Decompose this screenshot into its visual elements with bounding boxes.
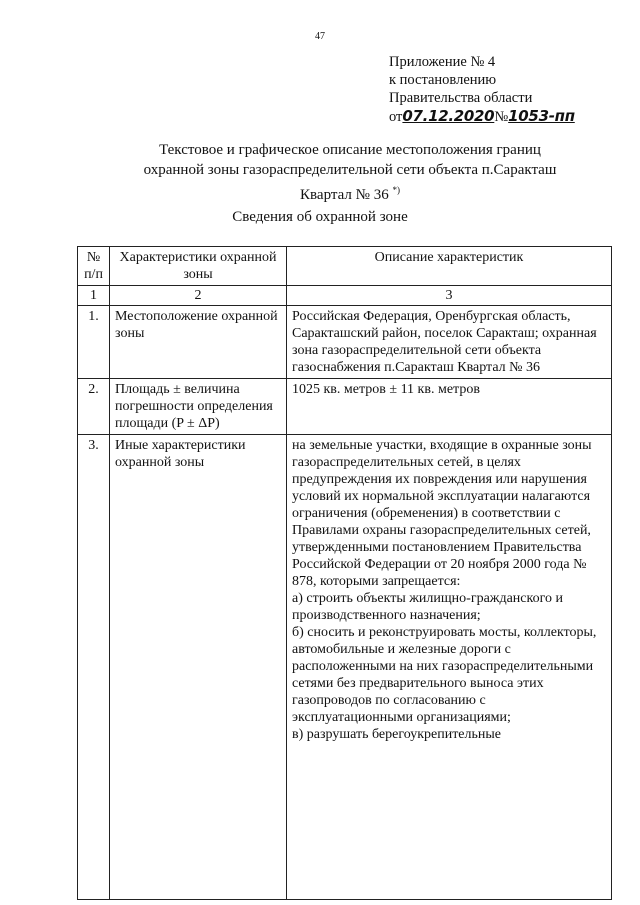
appendix-num-sign: № [494,109,509,125]
col-number-1: 1 [78,286,110,306]
document-title [60,140,640,205]
restriction-item-a: а) строить объекты жилищно-гражданского и производственного назначения; [292,591,563,623]
zone-info-table [77,246,612,900]
page-number: 47 [315,31,325,42]
row-description: Российская Федерация, Оренбургская область, Саракташский район, поселок Саракташ; охранная зона газораспределительной сети объекта газоснабжения п.Саракташ Квартал № 36 [287,306,612,379]
row-description: 1025 кв. метров ± 11 кв. метров [287,379,612,435]
title-quarter: Квартал № 36 [300,187,389,203]
appendix-line-3: Правительства области [389,90,533,106]
appendix-line-1: Приложение № 4 [389,54,496,70]
table-row [78,306,612,379]
footnote-mark: *) [392,185,400,195]
restrictions-intro: на земельные участки, входящие в охранные зоны газораспределительных сетей, в целях предупреждения их повреждения или нарушения условий их нормальной эксплуатации налагаются ограничения (обременения) в соответствии с Правилами охраны газораспределительных сетей, утвержденными постановлением Правительства Российской Федерации от 20 ноября 2000 года № 878, которыми запрещается: [292,438,592,589]
row-number: 3. [78,435,110,900]
row-description [287,435,612,900]
col-number-3: 3 [287,286,612,306]
row-characteristic: Иные характеристики охранной зоны [110,435,287,900]
restriction-item-c: в) разрушать берегоукрепительные [292,727,502,742]
row-number: 1. [78,306,110,379]
restriction-item-b: б) сносить и реконструировать мосты, коллекторы, автомобильные и железные дороги с расположенными на них газораспределительными сетями без предварительного выноса этих газопроводов по согласованию с эксплуатационными организациями; [292,625,597,725]
title-line-2: охранной зоны газораспределительной сети объекта п.Саракташ [143,162,557,178]
appendix-number: 1053-пп [508,107,575,125]
table-row [78,435,612,900]
section-subtitle: Сведения об охранной зоне [232,209,408,225]
table-row [78,379,612,435]
row-number: 2. [78,379,110,435]
title-line-3 [60,180,640,205]
header-num: № п/п [78,247,110,286]
appendix-from: от [389,109,403,125]
appendix-block [389,53,575,126]
appendix-date-line [389,107,575,126]
header-description: Описание характеристик [287,247,612,286]
row-characteristic: Площадь ± величина погрешности определения площади (P ± ΔP) [110,379,287,435]
col-number-2: 2 [110,286,287,306]
appendix-line-2: к постановлению [389,72,497,88]
appendix-date: 07.12.2020 [402,107,495,125]
header-characteristics: Характеристики охранной зоны [110,247,287,286]
column-number-row [78,286,612,306]
title-line-1: Текстовое и графическое описание местоположения границ [159,142,541,158]
row-characteristic: Местоположение охранной зоны [110,306,287,379]
table-header-row [78,247,612,286]
